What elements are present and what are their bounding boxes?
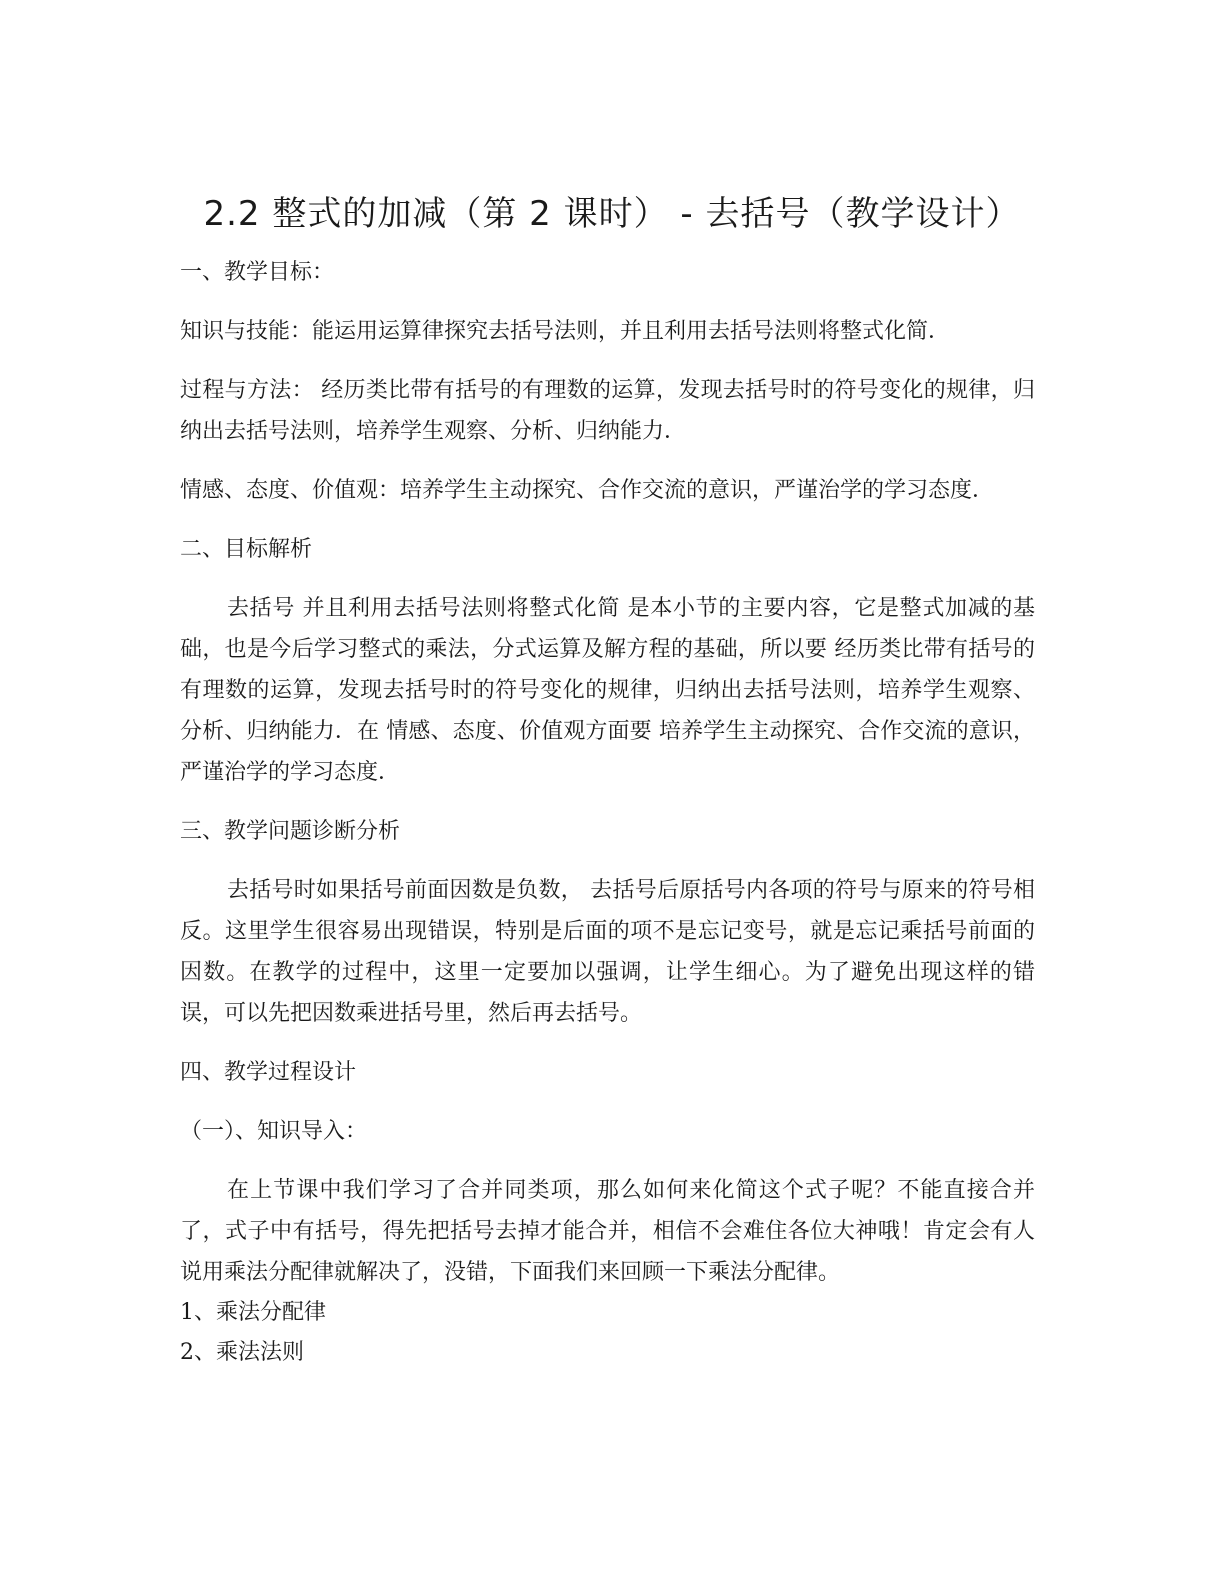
- list-item: 1、乘法分配律: [180, 1300, 326, 1325]
- intro-paragraph: 在上节课中我们学习了合并同类项，那么如何来化简这个式子呢？不能直接合并了，式子中有括号，得先把括号去掉才能合并，相信不会难住各位大神哦！肯定会有人说用乘法分配律就解决了，没错，下面我们来回顾一下乘法分配律。: [180, 1178, 1035, 1285]
- objective-knowledge: 知识与技能：能运用运算律探究去括号法则，并且利用去括号法则将整式化简．: [180, 319, 951, 344]
- document-body: [180, 252, 1035, 1373]
- section-heading-analysis: 二、目标解析: [180, 537, 313, 562]
- section-heading-objectives: 一、教学目标：: [180, 260, 335, 285]
- objective-emotion: 情感、态度、价值观：培养学生主动探究、合作交流的意识，严谨治学的学习态度．: [180, 478, 995, 503]
- subsection-heading-intro: （一）、知识导入：: [180, 1119, 368, 1144]
- objective-process: 过程与方法： 经历类比带有括号的有理数的运算，发现去括号时的符号变化的规律，归纳出去括号法则，培养学生观察、分析、归纳能力．: [180, 378, 1035, 444]
- list-item: 2、乘法法则: [180, 1340, 304, 1365]
- analysis-paragraph: 去括号 并且利用去括号法则将整式化简 是本小节的主要内容，它是整式加减的基础，也是今后学习整式的乘法，分式运算及解方程的基础，所以要 经历类比带有括号的有理数的运算，发现去括号时的符号变化的规律，归纳出去括号法则，培养学生观察、分析、归纳能力．在 情感、态度、价值观方面要 培养学生主动探究、合作交流的意识，严谨治学的学习态度．: [180, 596, 1035, 785]
- section-heading-diagnosis: 三、教学问题诊断分析: [180, 819, 401, 844]
- diagnosis-paragraph: 去括号时如果括号前面因数是负数， 去括号后原括号内各项的符号与原来的符号相反。这里学生很容易出现错误，特别是后面的项不是忘记变号，就是忘记乘括号前面的因数。在教学的过程中，这里一定要加以强调，让学生细心。为了避免出现这样的错误，可以先把因数乘进括号里，然后再去括号。: [180, 878, 1035, 1026]
- section-heading-process: 四、教学过程设计: [180, 1060, 357, 1085]
- document-title: 2.2 整式的加减（第 2 课时） - 去括号（教学设计）: [203, 194, 1021, 234]
